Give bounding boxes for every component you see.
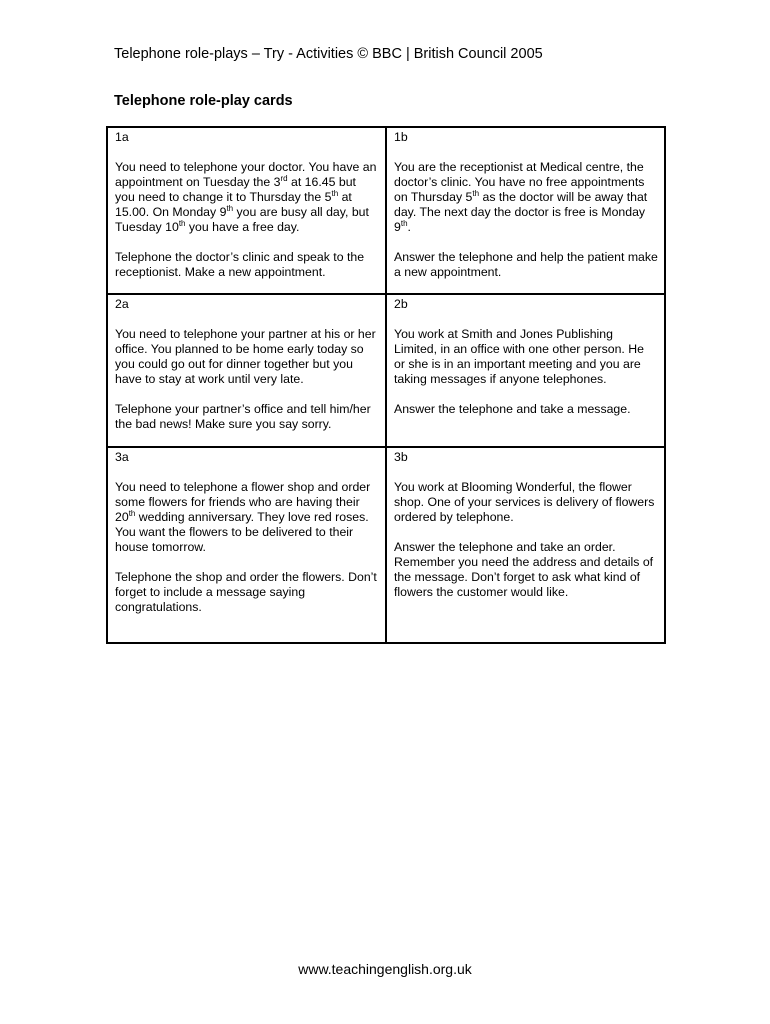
card-text: Answer the telephone and take a message.: [394, 402, 631, 416]
ordinal-suffix: th: [472, 189, 480, 198]
page-title: Telephone role-play cards: [114, 93, 293, 109]
card-id: 2b: [394, 297, 408, 311]
table-row: [107, 294, 665, 447]
card-text: at 16.45 but you need to change it to Thursday the 5: [115, 175, 356, 204]
card-text: as the doctor will be away that day. The next day the doctor is free is Monday 9: [394, 190, 648, 234]
card-cell: [386, 447, 665, 643]
card-text: You need to telephone your partner at his or her office. You planned to be home early today so you could go out for dinner together but you have to stay at work until very late.: [115, 327, 376, 386]
card-id: 3a: [115, 450, 129, 464]
card-paragraph: [115, 327, 379, 387]
card-paragraph: [394, 480, 658, 525]
card-text: Telephone your partner’s office and tell him/her the bad news! Make sure you say sorry.: [115, 402, 371, 431]
card-text: Answer the telephone and help the patient make a new appointment.: [394, 250, 658, 279]
card-paragraph: [394, 327, 658, 387]
card-cell: [386, 294, 665, 447]
card-text: you are busy all day, but Tuesday 10: [115, 205, 369, 234]
role-play-cards-table: [106, 126, 666, 644]
ordinal-suffix: th: [128, 509, 136, 518]
card-paragraph: [115, 250, 379, 280]
ordinal-suffix: th: [400, 219, 408, 228]
ordinal-suffix: rd: [280, 174, 288, 183]
card-paragraph: [115, 160, 379, 235]
card-text: wedding anniversary. They love red roses. You want the flowers to be delivered to their house tomorrow.: [115, 510, 369, 554]
table-row: [107, 447, 665, 643]
card-id: 1a: [115, 130, 129, 144]
card-id: 2a: [115, 297, 129, 311]
card-paragraph: [115, 480, 379, 555]
card-paragraph: [394, 540, 658, 600]
ordinal-suffix: th: [178, 219, 186, 228]
card-text: you have a free day.: [185, 220, 300, 234]
card-cell: [107, 294, 386, 447]
card-text: .: [407, 220, 411, 234]
card-text: Telephone the doctor’s clinic and speak to the receptionist. Make a new appointment.: [115, 250, 365, 279]
footer-url: www.teachingenglish.org.uk: [298, 961, 472, 977]
card-cell: [107, 447, 386, 643]
card-text: You need to telephone your doctor. You have an appointment on Tuesday the 3: [115, 160, 377, 189]
table-row: [107, 127, 665, 294]
card-paragraph: [115, 402, 379, 432]
card-id: 1b: [394, 130, 408, 144]
card-text: Telephone the shop and order the flowers. Don’t forget to include a message saying congratulations.: [115, 570, 377, 614]
ordinal-suffix: th: [331, 189, 339, 198]
card-text: You are the receptionist at Medical centre, the doctor’s clinic. You have no free appointments on Thursday 5: [394, 160, 645, 204]
card-id: 3b: [394, 450, 408, 464]
ordinal-suffix: th: [226, 204, 234, 213]
card-cell: [386, 127, 665, 294]
card-paragraph: [115, 570, 379, 615]
card-text: You work at Blooming Wonderful, the flower shop. One of your services is delivery of flowers ordered by telephone.: [394, 480, 655, 524]
card-text: You work at Smith and Jones Publishing Limited, in an office with one other person. He or she is in an important meeting and you are taking messages if anyone telephones.: [394, 327, 644, 386]
card-paragraph: [394, 160, 658, 235]
card-cell: [107, 127, 386, 294]
card-text: Answer the telephone and take an order. Remember you need the address and details of the message. Don’t forget to ask what kind of flowers the customer would like.: [394, 540, 654, 599]
card-paragraph: [394, 402, 658, 417]
card-text: at 15.00. On Monday 9: [115, 190, 352, 219]
card-paragraph: [394, 250, 658, 280]
page-header: Telephone role-plays – Try - Activities © BBC | British Council 2005: [114, 46, 543, 62]
card-text: You need to telephone a flower shop and order some flowers for friends who are having their 20: [115, 480, 371, 524]
